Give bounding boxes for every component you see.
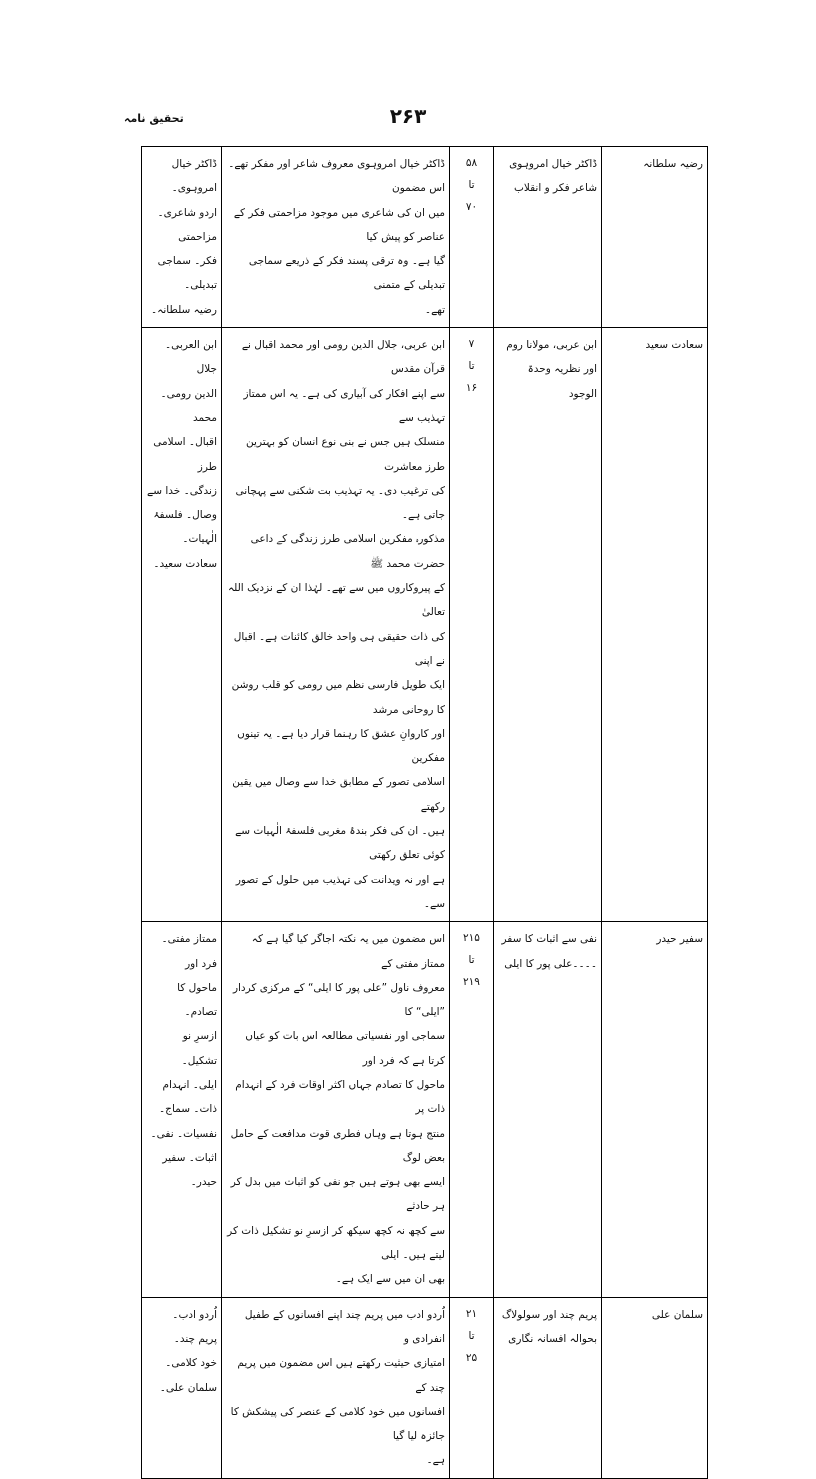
page-range-line: تا [468, 954, 475, 967]
summary-line: ہے اور نہ ویدانت کی تہذیب میں حلول کے تصور سے۔ [235, 873, 445, 910]
page-range-line: تا [468, 179, 475, 191]
keyword-line: ابن العربی۔ جلال [165, 339, 217, 376]
keyword-line: نفسیات۔ نفی۔ [150, 1127, 217, 1140]
table-body [142, 147, 708, 1479]
page-range-cell [450, 922, 494, 1297]
summary-line: افسانوں میں خود کلامی کے عنصر کی پیشکش کا جائزہ لیا گیا [230, 1405, 445, 1443]
keyword-line: سلمان علی۔ [159, 1381, 217, 1394]
author-cell [602, 922, 708, 1297]
keyword-line: اردو شاعری۔ مزاحمتی [157, 206, 217, 243]
page-range-line: ۲۱۹ [463, 976, 480, 989]
summary-line: کی ذات حقیقی ہی واحد خالق کائنات ہے۔ اقبال نے اپنی [233, 630, 445, 667]
page-range-line: تا [468, 360, 475, 373]
summary-line: ابن عربی، جلال الدین رومی اور محمد اقبال نے قرآن مقدس [241, 339, 445, 376]
author-name: سلمان علی [651, 1308, 703, 1321]
summary-line: میں ان کی شاعری میں موجود مزاحمتی فکر کے عناصر کو پیش کیا [233, 206, 445, 243]
article-title-cell [494, 328, 602, 922]
article-title-line: بحوالہ افسانہ نگاری [508, 1332, 597, 1345]
table-row [142, 328, 708, 922]
summary-line: امتیازی حیثیت رکھتے ہیں اس مضمون میں پریم چند کے [237, 1357, 445, 1394]
author-cell [602, 147, 708, 328]
summary-line: منتج ہوتا ہے وہاں فطری قوت مدافعت کے حامل بعض لوگ [230, 1127, 445, 1164]
running-title: تحقیق نامہ [124, 112, 184, 125]
keywords-cell [142, 1297, 222, 1478]
author-name: سعادت سعید [645, 339, 703, 352]
summary-line: گیا ہے۔ وہ ترقی پسند فکر کے ذریعے سماجی تبدیلی کے متمنی [248, 255, 445, 292]
summary-line: اس مضمون میں یہ نکتہ اجاگر کیا گیا ہے کہ ممتاز مفتی کے [251, 933, 445, 970]
page-range-line: تا [468, 1329, 475, 1342]
summary-line: اُردو ادب میں پریم چند اپنے افسانوں کے طفیل انفرادی و [244, 1308, 445, 1345]
keyword-line: اُردو ادب۔ [172, 1308, 217, 1321]
page-range-line: ۱۶ [465, 382, 478, 395]
page-range-line: ۲۱۵ [463, 932, 480, 945]
page-range-line: ۷ [468, 338, 475, 351]
summary-line: ہیں۔ ان کی فکر بندۂ مغربی فلسفۂ الٰہیات سے کوئی تعلق رکھتی [235, 825, 445, 862]
page-range-line: ۲۵ [465, 1351, 478, 1364]
article-title-cell [494, 147, 602, 328]
summary-line: تھے۔ [424, 303, 445, 316]
page-range-cell [450, 1297, 494, 1478]
summary-line: ایک طویل فارسی نظم میں رومی کو قلب روشن کا روحانی مرشد [231, 679, 445, 716]
keyword-line: اقبال۔ اسلامی طرز [153, 436, 217, 473]
article-title-cell [494, 922, 602, 1297]
keyword-line: اثبات۔ سفیر حیدر۔ [162, 1151, 217, 1189]
author-name: سفیر حیدر [656, 933, 703, 946]
article-index-table [141, 146, 708, 1479]
keywords-cell [142, 922, 222, 1297]
summary-line: ڈاکٹر خیال امروہوی معروف شاعر اور مفکر تھے۔ اس مضمون [228, 158, 445, 195]
keyword-line: ذات۔ سماج۔ [159, 1103, 217, 1116]
summary-line: منسلک ہیں جس نے بنی نوع انسان کو بہترین طرز معاشرت [246, 436, 445, 473]
summary-line: ماحول کا تصادم جہاں اکثر اوقات فرد کے انہدام ذات پر [235, 1078, 445, 1116]
summary-line: ایسے بھی ہوتے ہیں جو نفی کو اثبات میں بدل کر ہر حادثے [230, 1176, 445, 1213]
summary-line: کے پیروکاروں میں سے تھے۔ لہٰذا ان کے نزدیک اللہ تعالیٰ [227, 582, 445, 619]
table-row [142, 922, 708, 1297]
author-name: رضیہ سلطانہ [643, 158, 703, 170]
article-title-line: اور نظریہ وحدۃ الوجود [527, 363, 597, 400]
keyword-line: فکر۔ سماجی تبدیلی۔ [157, 255, 217, 292]
article-title-line: نفی سے اثبات کا سفر [501, 933, 597, 946]
keyword-line: وصال۔ فلسفۂ [153, 509, 217, 522]
article-title-line: ڈاکٹر خیال امروہوی [509, 158, 597, 170]
page-range-line: ۷۰ [465, 201, 478, 213]
table-row [142, 147, 708, 328]
keyword-line: خود کلامی۔ [165, 1357, 217, 1370]
article-title-line: ابن عربی، مولانا روم [506, 339, 597, 352]
page-range-cell [450, 147, 494, 328]
summary-cell [222, 922, 450, 1297]
keyword-line: ممتاز مفتی۔ فرد اور [161, 933, 217, 970]
page-range-cell [450, 328, 494, 922]
keyword-line: زندگی۔ خدا سے [147, 484, 217, 497]
keyword-line: ماحول کا تصادم۔ [177, 981, 217, 1019]
page-number: ۲۶۳ [389, 104, 427, 128]
keyword-line: الٰہیات۔ [182, 533, 217, 546]
summary-line: ہے۔ [426, 1454, 445, 1467]
page-range-line: ۵۸ [465, 157, 478, 169]
keyword-line: ڈاکٹر خیال امروہوی۔ [171, 158, 217, 195]
author-cell [602, 328, 708, 922]
summary-line: معروف ناول ”علی پور کا ایلی“ کے مرکزی کردار ”ایلی“ کا [232, 981, 445, 1019]
keyword-line: ایلی۔ انہدام [162, 1078, 217, 1091]
keywords-cell [142, 147, 222, 328]
keyword-line: ازسرِ نو تشکیل۔ [181, 1030, 217, 1067]
keyword-line: پریم چند۔ [173, 1332, 217, 1345]
keywords-cell [142, 328, 222, 922]
keyword-line: سعادت سعید۔ [153, 557, 217, 570]
page-range-line: ۲۱ [465, 1307, 478, 1320]
author-cell [602, 1297, 708, 1478]
summary-line: سے اپنے افکار کی آبیاری کی ہے۔ یہ اس ممتاز تہذیب سے [243, 387, 445, 424]
summary-line: اسلامی تصور کے مطابق خدا سے وصال میں یقین رکھتے [232, 776, 445, 813]
summary-line: سماجی اور نفسیاتی مطالعہ اس بات کو عیاں کرتا ہے کہ فرد اور [245, 1030, 445, 1067]
summary-line: سے کچھ نہ کچھ سیکھ کر ازسرِ نو تشکیل ذات کر لیتے ہیں۔ ایلی [227, 1224, 445, 1262]
summary-cell [222, 147, 450, 328]
article-title-line: پریم چند اور سولولاگ [501, 1308, 597, 1321]
summary-cell [222, 1297, 450, 1478]
summary-line: بھی ان میں سے ایک ہے۔ [335, 1273, 445, 1286]
table-row [142, 1297, 708, 1478]
summary-line: اور کاروانِ عشق کا رہنما قرار دیا ہے۔ یہ تینوں مفکرین [237, 727, 445, 765]
article-title-line: ۔۔۔۔علی پور کا ایلی [504, 957, 597, 970]
keyword-line: الدین رومی۔ محمد [160, 387, 217, 424]
summary-line: مذکورہ مفکرین اسلامی طرز زندگی کے داعی حضرت محمد ﷺ [250, 533, 445, 570]
article-title-cell [494, 1297, 602, 1478]
keyword-line: رضیہ سلطانہ۔ [151, 303, 217, 316]
summary-cell [222, 328, 450, 922]
summary-line: کی ترغیب دی۔ یہ تہذیب بت شکنی سے پہچانی جاتی ہے۔ [235, 484, 445, 522]
article-title-line: شاعر فکر و انقلاب [513, 182, 597, 195]
